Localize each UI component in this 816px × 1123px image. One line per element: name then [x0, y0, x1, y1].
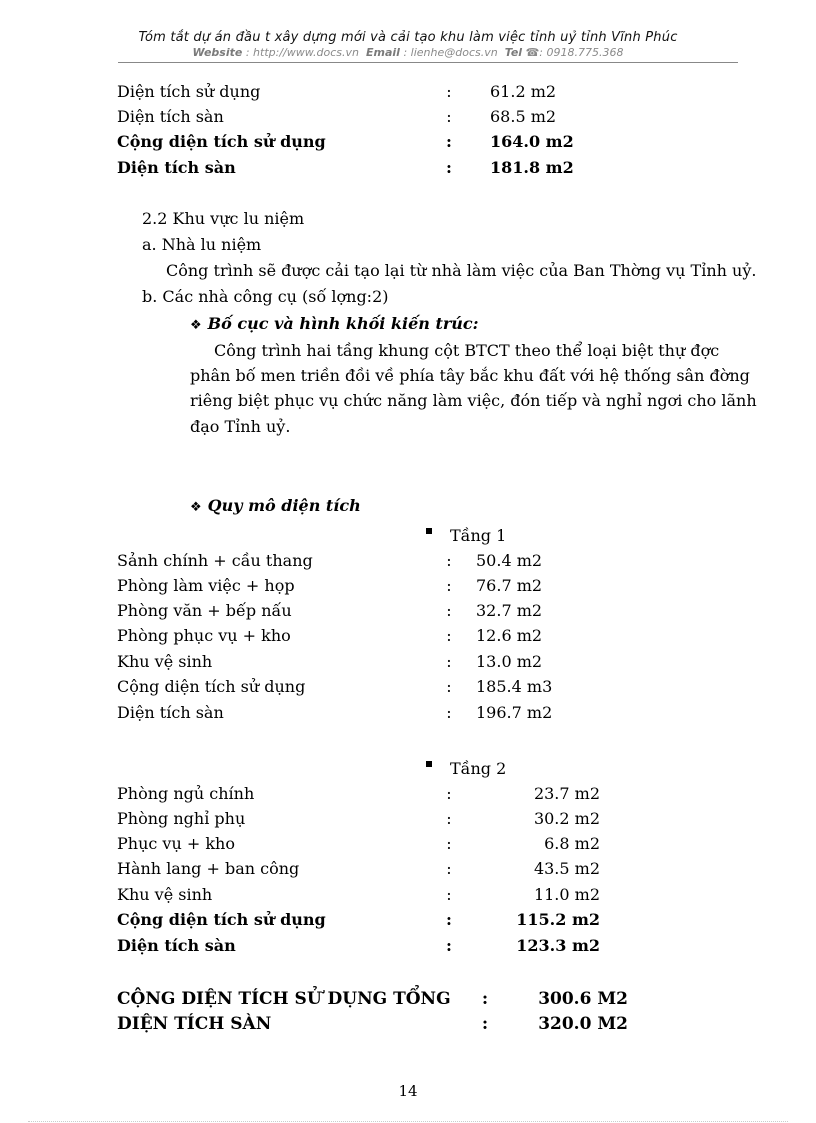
header-title: Tóm tắt dự án đầu t xây dựng mới và cải tạo khu làm việc tỉnh uỷ tỉnh Vĩnh Phúc — [138, 30, 678, 45]
arch-paragraph-line: phân bố men triền đồi về phía tây bắc khu đất với hệ thống sân đờng — [190, 366, 750, 385]
top-row-value: 181.8 m2 — [490, 158, 574, 177]
diamond-bullet-icon: ❖ — [190, 318, 202, 333]
top-row-label: Diện tích sàn — [117, 107, 224, 126]
scale-heading-text: Quy mô diện tích — [207, 496, 361, 515]
floor1-row-value: 12.6 m2 — [476, 626, 543, 645]
total-row-value: 300.6 M2 — [538, 989, 628, 1009]
floor1-row-value: 185.4 m3 — [476, 677, 553, 696]
diamond-bullet-icon: ❖ — [190, 500, 202, 515]
total-row-colon: : — [481, 989, 489, 1009]
floor1-row-value: 32.7 m2 — [476, 601, 543, 620]
floor2-row-label: Diện tích sàn — [117, 936, 236, 955]
floor2-row-colon: : — [446, 834, 452, 853]
top-row-label: Diện tích sàn — [117, 158, 236, 177]
floor2-row-colon: : — [446, 910, 452, 929]
floor2-row-colon: : — [446, 784, 452, 803]
floor2-row-label: Hành lang + ban công — [117, 859, 300, 878]
item-a-text: Công trình sẽ được cải tạo lại từ nhà làm việc của Ban Thờng vụ Tỉnh uỷ. — [166, 261, 757, 280]
floor1-row-colon: : — [446, 652, 452, 671]
item-a-label: a. Nhà lu niệm — [142, 235, 262, 254]
floor2-row-colon: : — [446, 809, 452, 828]
floor2-row-colon: : — [446, 859, 452, 878]
floor1-row-label: Khu vệ sinh — [117, 652, 213, 671]
floor1-row-label: Sảnh chính + cầu thang — [117, 551, 313, 570]
floor1-row-label: Diện tích sàn — [117, 703, 224, 722]
floor1-row-colon: : — [446, 703, 452, 722]
floor2-row-label: Khu vệ sinh — [117, 885, 213, 904]
header-contact — [0, 46, 816, 59]
floor1-row-label: Phòng làm việc + họp — [117, 576, 295, 595]
floor1-row-colon: : — [446, 626, 452, 645]
arch-heading — [190, 314, 479, 336]
floor1-row-label: Phòng phục vụ + kho — [117, 626, 291, 645]
item-b-label: b. Các nhà công cụ (số lợng:2) — [142, 287, 389, 306]
total-row-value: 320.0 M2 — [538, 1014, 628, 1034]
tel-label: Tel — [504, 46, 523, 59]
floor1-row-colon: : — [446, 601, 452, 620]
page-header — [0, 30, 816, 59]
square-bullet-icon — [426, 761, 432, 767]
top-row-label: Cộng diện tích sử dụng — [117, 132, 326, 151]
floor1-row-value: 196.7 m2 — [476, 703, 553, 722]
website-label: Website — [192, 46, 243, 59]
floor2-title: Tầng 2 — [450, 759, 507, 778]
arch-heading-text: Bố cục và hình khối kiến trúc: — [207, 314, 479, 333]
floor2-row-colon: : — [446, 885, 452, 904]
floor2-row-value: 115.2 m2 — [516, 910, 600, 929]
arch-paragraph-line: riêng biệt phục vụ chức năng làm việc, đón tiếp và nghỉ ngơi cho lãnh — [190, 391, 757, 410]
floor1-row-label: Cộng diện tích sử dụng — [117, 677, 306, 696]
floor1-title: Tầng 1 — [450, 526, 507, 545]
total-row-label: DIỆN TÍCH SÀN — [117, 1014, 272, 1034]
top-row-value: 68.5 m2 — [490, 107, 557, 126]
arch-paragraph-line: Công trình hai tầng khung cột BTCT theo thể loại biệt thự đợc — [214, 341, 720, 360]
section-title: 2.2 Khu vực lu niệm — [142, 209, 305, 228]
footer-divider — [28, 1121, 788, 1122]
website-link[interactable]: : http://www.docs.vn — [245, 46, 360, 59]
floor2-row-colon: : — [446, 936, 452, 955]
header-divider — [118, 62, 738, 63]
top-row-label: Diện tích sử dụng — [117, 82, 261, 101]
floor2-row-label: Phòng ngủ chính — [117, 784, 255, 803]
email-label: Email — [366, 46, 400, 59]
top-row-colon: : — [446, 158, 452, 177]
floor1-row-value: 50.4 m2 — [476, 551, 543, 570]
floor1-row-colon: : — [446, 677, 452, 696]
floor1-row-label: Phòng văn + bếp nấu — [117, 601, 292, 620]
page-number: 14 — [398, 1082, 418, 1100]
floor2-row-value: 43.5 m2 — [533, 859, 600, 878]
top-row-colon: : — [446, 107, 452, 126]
floor1-row-colon: : — [446, 576, 452, 595]
total-row-colon: : — [481, 1014, 489, 1034]
scale-heading — [190, 496, 361, 518]
top-row-value: 164.0 m2 — [490, 132, 574, 151]
floor2-row-value: 6.8 m2 — [544, 834, 600, 853]
top-row-value: 61.2 m2 — [490, 82, 557, 101]
floor2-row-label: Phục vụ + kho — [117, 834, 235, 853]
top-row-colon: : — [446, 82, 452, 101]
top-row-colon: : — [446, 132, 452, 151]
floor2-row-label: Cộng diện tích sử dụng — [117, 910, 326, 929]
total-row-label: CỘNG DIỆN TÍCH SỬ DỤNG TỔNG — [117, 989, 451, 1009]
floor2-row-value: 30.2 m2 — [533, 809, 600, 828]
floor2-row-value: 11.0 m2 — [533, 885, 600, 904]
floor1-row-colon: : — [446, 551, 452, 570]
floor2-row-value: 123.3 m2 — [516, 936, 600, 955]
arch-paragraph-line: đạo Tỉnh uỷ. — [190, 417, 291, 436]
square-bullet-icon — [426, 528, 432, 534]
email-link[interactable]: : lienhe@docs.vn — [403, 46, 498, 59]
phone-icon: ☎ — [525, 46, 540, 59]
floor1-row-value: 76.7 m2 — [476, 576, 543, 595]
floor2-row-label: Phòng nghỉ phụ — [117, 809, 246, 828]
tel-value: : 0918.775.368 — [539, 46, 624, 59]
floor1-row-value: 13.0 m2 — [476, 652, 543, 671]
floor2-row-value: 23.7 m2 — [533, 784, 600, 803]
